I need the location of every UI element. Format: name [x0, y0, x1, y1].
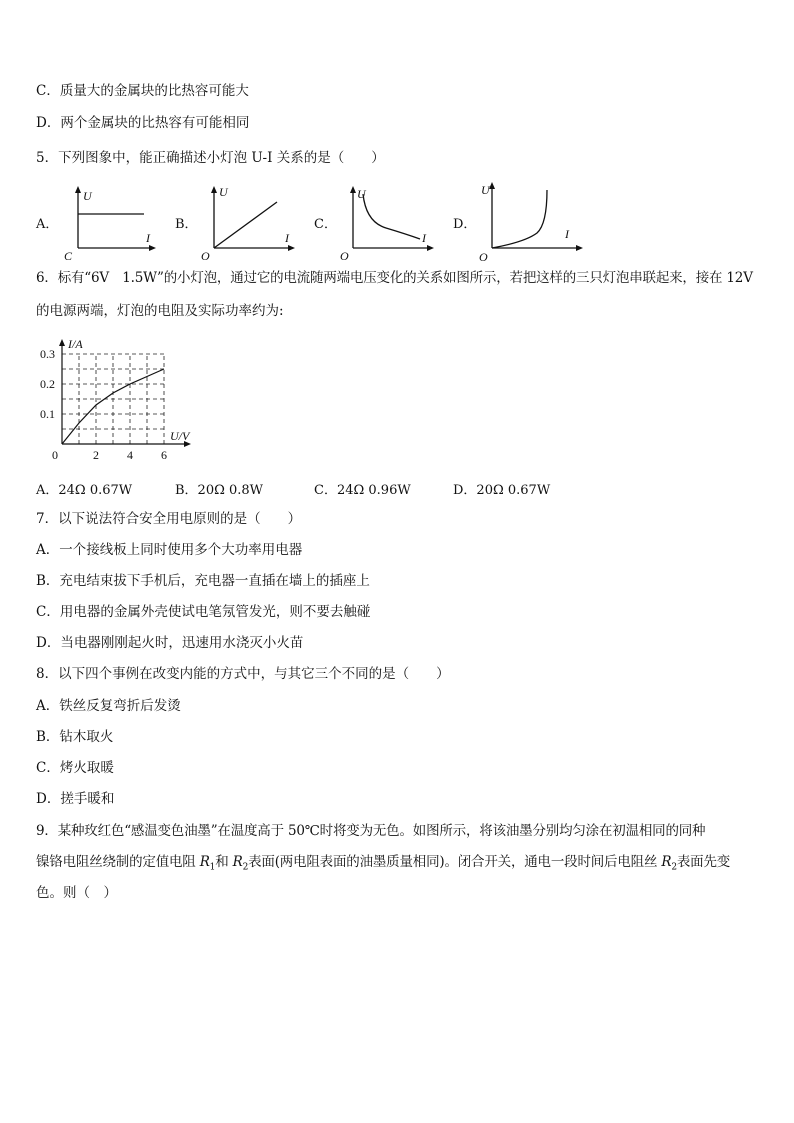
q4-option-d: D．两个金属块的比热容有可能相同	[36, 115, 250, 131]
q8-option-d: D．搓手暖和	[36, 791, 115, 807]
q5-a-x-label: I	[146, 231, 150, 245]
r2-symbol: R	[232, 854, 243, 870]
q5-graph-a-label: A．	[36, 217, 59, 232]
q5-a-origin: C	[64, 249, 73, 263]
q5-c-origin: O	[340, 249, 349, 263]
q5-b-x-label: I	[285, 231, 289, 245]
x-axis-label: U/V	[170, 429, 190, 443]
q5-stem: 5．下列图象中，能正确描述小灯泡 U-I 关系的是（ ）	[36, 150, 385, 166]
q4-option-c: C．质量大的金属块的比热容可能大	[36, 83, 249, 99]
q5-d-y-label: U	[481, 183, 490, 197]
q5-graph-c-label: C．	[314, 217, 337, 232]
q8-option-c: C．烤火取暖	[36, 760, 114, 776]
q7-stem: 7．以下说法符合安全用电原则的是（ ）	[36, 511, 302, 527]
q6-options	[36, 479, 596, 497]
q9-line1: 9．某种玫红色“感温变色油墨”在温度高于 50℃时将变为无色。如图所示，将该油墨分别均匀涂在初温相同的同种	[36, 823, 706, 839]
q6-stem-line1: 6．标有“6V 1.5W”的小灯泡，通过它的电流随两端电压变化的关系如图所示，若把这样的三只灯泡串联起来，接在 12V	[36, 270, 753, 286]
q5-graph-b-label: B．	[175, 217, 198, 232]
x-tick-label: 2	[93, 448, 99, 462]
q5-graph-d	[475, 178, 585, 268]
q7-option-d: D．当电器刚刚起火时，迅速用水浇灭小火苗	[36, 635, 304, 651]
q5-c-y-label: U	[357, 187, 366, 201]
q8-option-a: A．铁丝反复弯折后发烫	[36, 698, 181, 714]
q8-option-b: B．钻木取火	[36, 729, 114, 745]
q5-graph-d-label: D．	[453, 217, 477, 232]
q5-a-y-label: U	[83, 189, 92, 203]
q5-c-x-label: I	[422, 231, 426, 245]
q9-line3: 色。则（ ）	[36, 885, 117, 901]
q6-option-a: A．24Ω 0.67W	[36, 483, 133, 498]
y-axis-label: I/A	[68, 337, 83, 351]
q7-option-b: B．充电结束拔下手机后，充电器一直插在墙上的插座上	[36, 573, 370, 589]
q5-b-origin: O	[201, 249, 210, 263]
q6-option-b: B．20Ω 0.8W	[175, 483, 264, 498]
x-tick-label: 0	[52, 448, 58, 462]
q9-line2: 镍铬电阻丝绕制的定值电阻 $R_1$和 $R_2$表面(两电阻表面的油墨质量相同)。闭合开关，通电一段时间后电阻丝 $R_2$表面先变	[36, 854, 731, 873]
q6-option-d: D．20Ω 0.67W	[453, 483, 551, 498]
q5-d-x-label: I	[565, 227, 569, 241]
q5-graph-a	[58, 184, 158, 268]
q7-option-c: C．用电器的金属外壳使试电笔氖管发光，则不要去触碰	[36, 604, 371, 620]
q7-option-a: A．一个接线板上同时使用多个大功率用电器	[36, 542, 303, 558]
q5-graph-c	[336, 184, 436, 268]
q6-option-c: C．24Ω 0.96W	[314, 483, 411, 498]
r1-symbol: R	[199, 854, 210, 870]
x-tick-label: 6	[161, 448, 167, 462]
q6-stem-line2: 的电源两端，灯泡的电阻及实际功率约为:	[36, 303, 284, 319]
y-tick-label: 0.2	[40, 377, 55, 391]
y-tick-label: 0.3	[40, 347, 55, 361]
r2-symbol-again: R	[661, 854, 672, 870]
y-axis-arrow	[59, 339, 65, 346]
q5-b-y-label: U	[219, 185, 228, 199]
x-tick-label: 4	[127, 448, 133, 462]
q5-d-origin: O	[479, 250, 488, 264]
y-tick-label: 0.1	[40, 407, 55, 421]
q8-stem: 8．以下四个事例在改变内能的方式中，与其它三个不同的是（ ）	[36, 666, 450, 682]
q5-graph-b	[197, 184, 297, 268]
q6-iu-chart	[36, 336, 206, 470]
